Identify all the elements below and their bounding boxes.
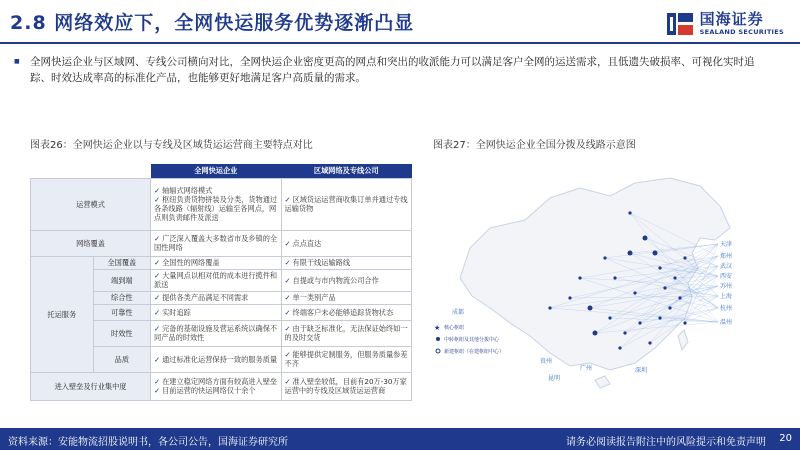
cell-line: ✓ 准入壁垒较低，目前有20万-30万家运营中的专线及区域货运运营商 [285, 377, 409, 395]
hub-dot [658, 266, 661, 269]
hub-dot [628, 211, 631, 214]
table-caption: 图表26：全网快运企业以与专线及区域货运运营商主要特点对比 [30, 140, 313, 151]
cell-regional [281, 304, 412, 320]
legend-transfer-icon [436, 337, 440, 341]
hub-dot [618, 346, 621, 349]
cell-network [151, 372, 281, 400]
hub-dot [643, 236, 648, 241]
logo-name-cn: 国海证券 [699, 10, 764, 29]
cell-line: ✓ 枢纽负责货物拼装及分类，货物通过各条线路（辐射线）运输至各网点，网点则负责邮件及派送 [154, 195, 277, 222]
row-subcategory: 综合性 [93, 291, 150, 304]
city-label: 上海 [720, 293, 733, 300]
cell-line: ✓ 能够提供定制服务，但服务质量参差不齐 [285, 350, 409, 368]
cell-line: ✓ 通过标准化运营保持一致的服务质量 [154, 355, 277, 364]
row-category: 运营模式 [31, 178, 151, 230]
cell-regional [281, 291, 412, 304]
taiwan-island [678, 330, 688, 350]
cell-network [151, 230, 281, 256]
city-label: 成都 [452, 309, 465, 316]
city-label: 杭州 [720, 305, 733, 312]
city-label: 西安 [720, 273, 733, 280]
col-header-network: 全网快运企业 [151, 164, 281, 178]
hub-dot [668, 306, 671, 309]
table-corner [31, 164, 151, 178]
row-subcategory: 品质 [93, 346, 150, 372]
city-label: 天津 [720, 241, 733, 248]
cell-regional [281, 320, 412, 346]
cell-regional [281, 346, 412, 372]
cell-line: ✓ 完备的基础设施及营运系统以确保不同产品的时效性 [154, 324, 277, 342]
hub-dot [683, 256, 686, 259]
map-caption: 图表27：全网快运企业全国分拨及线路示意图 [433, 140, 636, 151]
company-logo [666, 10, 784, 38]
row-category: 网络覆盖 [31, 230, 151, 256]
page-footer [0, 428, 800, 450]
cell-line: ✓ 单一类别产品 [285, 293, 409, 302]
hub-dot [613, 276, 616, 279]
cell-regional [281, 372, 412, 400]
hub-dot [648, 341, 651, 344]
cell-line: ✓ 终端客户未必能够追踪货物状态 [285, 308, 409, 317]
cell-network [151, 178, 281, 230]
cell-line: ✓ 在建立稳定网络方面有较高进入壁垒 [154, 377, 277, 386]
hub-dot [658, 316, 661, 319]
table-row [31, 230, 412, 256]
city-label: 昆明 [548, 375, 561, 382]
cell-regional [281, 230, 412, 256]
hub-dot [678, 296, 681, 299]
page-title: 2.8 网络效应下，全网快运服务优势逐渐凸显 [10, 12, 415, 34]
row-subcategory: 端到端 [93, 269, 150, 291]
table-row [31, 372, 412, 400]
hub-dot [593, 331, 598, 336]
hub-dot [628, 251, 633, 256]
cell-network [151, 269, 281, 291]
legend-new-icon [436, 349, 440, 353]
hub-dot [603, 256, 606, 259]
city-label: 贵州 [540, 358, 553, 365]
page-number: 20 [779, 433, 792, 444]
hub-dot [608, 316, 611, 319]
footer-disclaimer: 请务必阅读报告附注中的风险提示和免责声明 [566, 437, 766, 448]
cell-line: ✓ 轴辐式网络模式 [154, 186, 277, 195]
table-row [31, 256, 412, 269]
hub-dot [633, 291, 636, 294]
cell-network [151, 256, 281, 269]
china-network-map [430, 158, 775, 390]
legend-new: 新建枢纽（在建枢纽中心） [444, 349, 505, 355]
hub-dot [623, 331, 626, 334]
hub-dot [673, 276, 676, 279]
city-label: 广州 [580, 365, 593, 372]
cell-network [151, 304, 281, 320]
cell-line: ✓ 区域货运运营商收集订单并通过专线运输货物 [285, 195, 409, 213]
cell-line: ✓ 广泛深入覆盖大多数省市及乡镇的全国性网络 [154, 234, 277, 252]
city-label: 温州 [720, 319, 733, 326]
city-labels-right [720, 240, 732, 326]
city-label: 深圳 [635, 367, 648, 374]
city-label: 苏州 [720, 283, 733, 290]
cell-line: ✓ 实时追踪 [154, 308, 277, 317]
row-category: 进入壁垒及行业集中度 [31, 372, 151, 400]
hainan-island [595, 376, 610, 388]
city-label: 郑州 [720, 253, 733, 260]
cell-line: ✓ 有限干线运输路线 [285, 258, 409, 267]
hub-dot [568, 296, 571, 299]
map-legend [434, 324, 504, 355]
summary-bullet: ■ 全网快运企业与区域网、专线公司横向对比，全网快运企业密度更高的网点和突出的收派能力可以满足客户全网的运送需求，且低遗失破损率、可视化实时追踪、时效达成率高的标准化产品，也能够更好地满足客户高质量的需求。 [30, 54, 760, 86]
row-subcategory: 时效性 [93, 320, 150, 346]
cell-network [151, 320, 281, 346]
header-divider [0, 42, 800, 44]
cell-line: ✓ 由于缺乏标准化，无法保证始终如一的及时交货 [285, 324, 409, 342]
hub-dot [638, 321, 641, 324]
hub-dot [683, 321, 686, 324]
legend-transfer: 中转枢纽及其他分拨中心 [444, 337, 500, 343]
comparison-table [30, 164, 412, 401]
legend-hub: 核心枢纽 [444, 325, 465, 331]
cell-line: ✓ 大量网点以相对低的成本进行揽件和派送 [154, 271, 277, 289]
row-category: 托运服务 [31, 256, 94, 372]
cell-line: ✓ 自提或与市内物流公司合作 [285, 276, 409, 285]
footer-source: 资料来源：安能物流招股说明书，各公司公告，国海证券研究所 [8, 437, 288, 448]
sealand-logo-icon [666, 10, 694, 38]
hub-dot [663, 286, 666, 289]
cell-regional [281, 256, 412, 269]
hub-dot [548, 306, 551, 309]
cell-line: ✓ 提供各类产品满足不同需求 [154, 293, 277, 302]
cell-line: ✓ 点点直达 [285, 239, 409, 248]
hub-dot [578, 276, 581, 279]
cell-network [151, 346, 281, 372]
cell-line: ✓ 目前运营的快运网络仅十余个 [154, 386, 277, 395]
cell-regional [281, 178, 412, 230]
logo-name-en: SEALAND SECURITIES [699, 28, 784, 37]
hub-dot [653, 251, 658, 256]
col-header-regional: 区域网络及专线公司 [281, 164, 412, 178]
cell-line: ✓ 全国性的网络覆盖 [154, 258, 277, 267]
city-label: 武汉 [720, 263, 733, 270]
row-subcategory: 全国覆盖 [93, 256, 150, 269]
legend-hub-icon: ★ [434, 324, 441, 332]
row-subcategory: 可靠性 [93, 304, 150, 320]
cell-regional [281, 269, 412, 291]
cell-network [151, 291, 281, 304]
hub-dot [588, 306, 593, 311]
table-row [31, 178, 412, 230]
